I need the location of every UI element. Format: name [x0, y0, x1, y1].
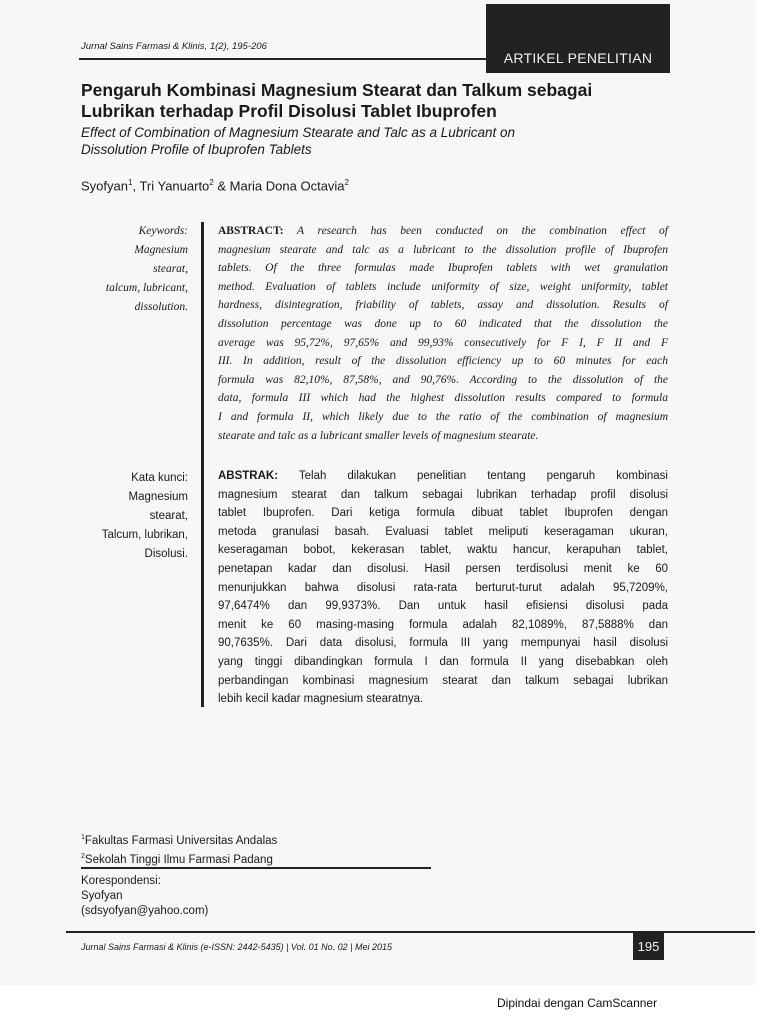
abstrak-line: 97,6474% dan 99,9373%. Dan untuk hasil efisiensi disolusi pada [218, 600, 668, 613]
abstrak-line: penetapan kadar dan disolusi. Hasil persen terdisolusi menit ke 60 [218, 562, 668, 575]
abstrak-line: metoda granulasi basah. Evaluasi tablet meliputi keseragaman ukuran, [218, 525, 668, 538]
title-indonesian-line: Pengaruh Kombinasi Magnesium Stearat dan Talkum sebagai [81, 80, 593, 100]
author-name: Syofyan [81, 178, 128, 194]
abstrak-line: tablet Ibuprofen. Dari ketiga formula dibuat tablet Ibuprofen dengan [218, 507, 668, 520]
abstract-line: stearate and talc as a lubricant smaller levels of magnesium stearate. [218, 429, 539, 442]
abstract-line: tablets. Of the three formulas made Ibuprofen tablets with wet granulation [218, 262, 668, 275]
keyword-line: Magnesium [134, 244, 188, 256]
title-indonesian [81, 80, 681, 122]
abstract-label: ABSTRACT: [218, 225, 284, 237]
abstrak-line: menunjukkan bahwa disolusi rata-rata berturut-turut adalah 95,7209%, [218, 581, 668, 594]
keyword-line: Keywords: [138, 225, 188, 237]
abstrak-line: yang tinggi dibandingkan formula I dan formula II yang disebabkan oleh [218, 655, 668, 668]
abstract-line: data, formula III which had the highest dissolution results compared to formula [218, 392, 668, 405]
abstract-line: III. In addition, result of the dissolution efficiency up to 60 minutes for each [218, 355, 668, 368]
abstrak-line: keseragaman bobot, kekerasan tablet, waktu hancur, kerapuhan tablet, [218, 544, 668, 557]
footer-citation: Jurnal Sains Farmasi & Klinis (e-ISSN: 2442-5435) | Vol. 01 No. 02 | Mei 2015 [81, 942, 392, 952]
correspondence-label: Korespondensi: [81, 875, 161, 887]
keyword-line: Disolusi. [144, 548, 188, 560]
correspondence-email: (sdsyofyan@yahoo.com) [81, 905, 209, 917]
abstrak-label: ABSTRAK: [218, 470, 279, 482]
scanner-watermark: Dipindai dengan CamScanner [497, 996, 658, 1010]
keyword-line: stearat, [149, 510, 188, 522]
affiliation-text: Fakultas Farmasi Universitas Andalas [84, 834, 278, 847]
author-list [81, 178, 349, 193]
affiliation-mark: 2 [81, 852, 85, 860]
abstract-text: A research has been conducted on the combination effect of [283, 225, 668, 237]
correspondence [81, 874, 208, 919]
page-number: 195 [633, 933, 664, 960]
keyword-line: Talcum, lubrikan, [101, 529, 188, 541]
abstract-english [218, 222, 668, 445]
keyword-line: Magnesium [128, 491, 188, 503]
abstract-divider-bar [201, 222, 204, 707]
correspondence-rule [81, 867, 431, 869]
keywords-english [60, 222, 188, 317]
abstrak-text: Telah dilakukan penelitian tentang pengaruh kombinasi [278, 470, 668, 482]
abstract-line: I and formula II, which likely due to the ratio of the combination of magnesium [218, 410, 668, 423]
title-indonesian-line: Lubrikan terhadap Profil Disolusi Tablet Ibuprofen [81, 101, 497, 121]
abstract-line: dissolution percentage was done up to 60 indicated that the dissolution the [218, 317, 668, 330]
keyword-line: stearat, [153, 263, 188, 275]
author-affiliation-mark: 2 [209, 178, 214, 187]
abstract-line: magnesium stearate and talc as a lubricant to the dissolution profile of Ibuprofen [218, 243, 668, 256]
abstrak-line: perbandingan kombinasi magnesium stearat dan talkum sebagai lubrikan [218, 674, 668, 687]
abstract-line: formula was 82,10%, 87,58%, and 90,76%. According to the dissolution of the [218, 373, 668, 386]
affiliations [81, 830, 277, 868]
correspondence-name: Syofyan [81, 890, 123, 902]
abstract-line: method. Evaluation of tablets include uniformity of size, weight uniformity, tablet [218, 280, 668, 293]
section-banner [486, 4, 670, 73]
keywords-indonesian [60, 469, 188, 564]
abstract-indonesian [218, 467, 668, 709]
keyword-line: talcum, lubricant, [105, 282, 188, 294]
affiliation-item [81, 830, 277, 849]
title-english-line: Effect of Combination of Magnesium Stearate and Talc as a Lubricant on [81, 125, 516, 140]
affiliation-item [81, 849, 277, 868]
author-affiliation-mark: 1 [127, 178, 133, 187]
abstract-line: average was 95,72%, 97,65% and 99,93% consecutively for F I, F II and F [218, 336, 668, 349]
abstrak-line: menit ke 60 masing-masing formula adalah 82,1089%, 87,5888% dan [218, 618, 668, 631]
abstract-line [218, 222, 668, 241]
affiliation-mark: 1 [81, 834, 85, 841]
header-rule [79, 58, 487, 60]
keyword-line: dissolution. [134, 301, 188, 313]
title-english-line: Dissolution Profile of Ibuprofen Tablets [81, 142, 312, 157]
affiliation-text: Sekolah Tinggi Ilmu Farmasi Padang [84, 853, 273, 866]
abstract-line: hardness, disintegration, friability of tablets, assay and dissolution. Results of [218, 299, 668, 312]
keyword-line: Kata kunci: [131, 472, 188, 484]
section-label: ARTIKEL PENELITIAN [503, 50, 653, 66]
author-affiliation-mark: 2 [344, 178, 349, 187]
abstrak-line: magnesium stearat dan talkum sebagai lubrikan terhadap profil disolusi [218, 488, 668, 501]
abstrak-line: 90,7635%. Dari data disolusi, formula III yang mempunyai hasil disolusi [218, 637, 668, 650]
author-separator: , [132, 178, 140, 194]
journal-citation-header: Jurnal Sains Farmasi & Klinis, 1(2), 195-206 [81, 41, 267, 52]
abstrak-line [218, 467, 668, 486]
author-separator: & [213, 178, 230, 194]
abstrak-line: lebih kecil kadar magnesium stearatnya. [218, 693, 424, 706]
author-name: Maria Dona Octavia [229, 178, 345, 194]
author-name: Tri Yanuarto [139, 178, 210, 194]
title-english [81, 124, 681, 158]
